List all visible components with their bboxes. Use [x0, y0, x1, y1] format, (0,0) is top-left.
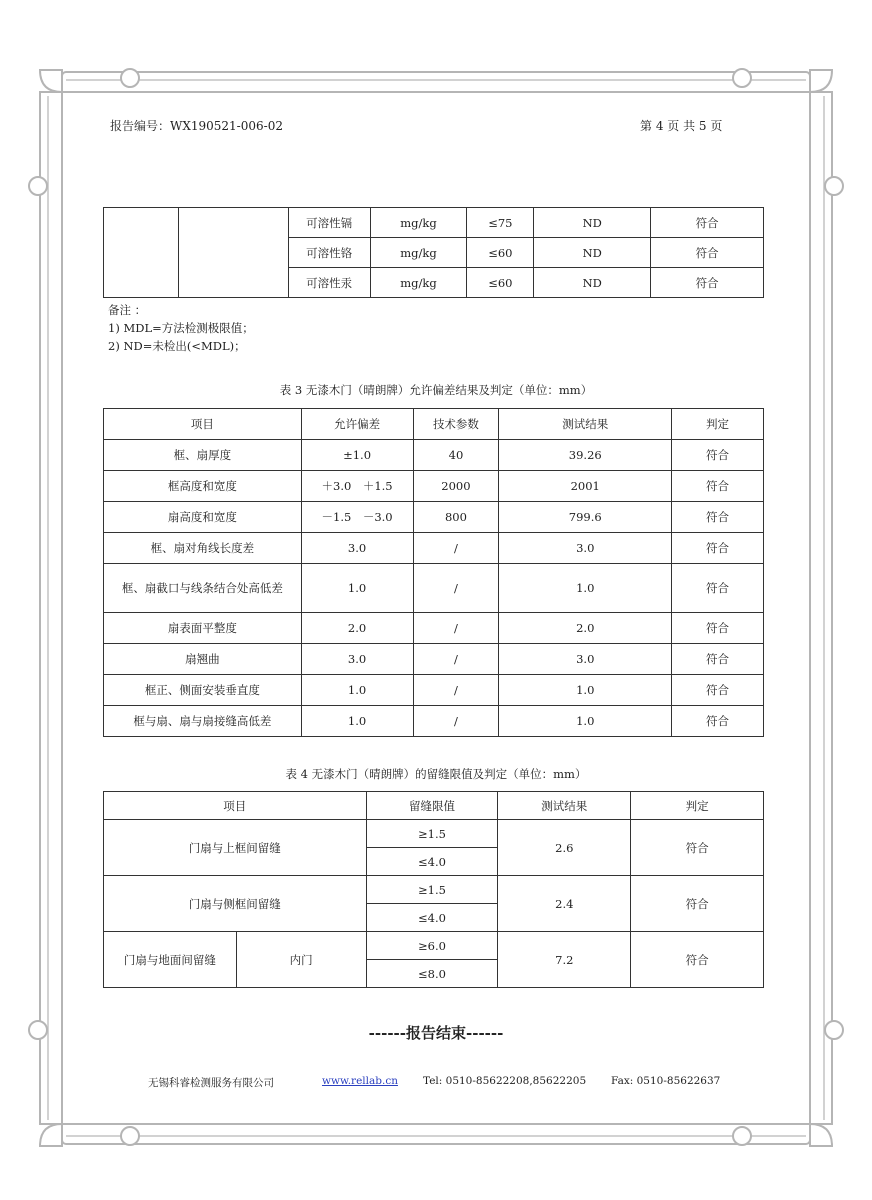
limit-cell: ≥1.5	[366, 820, 498, 848]
item-cell: 可溶性铬	[288, 238, 370, 268]
table-row	[104, 502, 764, 533]
tolerance-cell: 1.0	[301, 675, 413, 706]
judge-cell: 符合	[672, 613, 764, 644]
result-cell: 2001	[499, 471, 672, 502]
result-cell: 2.6	[498, 820, 631, 876]
limit-cell: ≤60	[467, 238, 534, 268]
tolerance-cell: ±1.0	[301, 440, 413, 471]
column-header: 留缝限值	[366, 792, 498, 820]
parameter-cell: /	[413, 644, 499, 675]
parameter-cell: /	[413, 564, 499, 613]
judge-cell: 符合	[672, 564, 764, 613]
item-cell: 门扇与地面间留缝	[104, 932, 237, 988]
column-header: 允许偏差	[301, 409, 413, 440]
result-cell: ND	[534, 238, 651, 268]
item-cell: 门扇与上框间留缝	[104, 820, 367, 876]
result-cell: ND	[534, 268, 651, 298]
table-row	[104, 440, 764, 471]
parameter-cell: 40	[413, 440, 499, 471]
tolerance-cell: 1.0	[301, 564, 413, 613]
footer-tel: Tel: 0510-85622208,85622205	[423, 1075, 587, 1087]
item-cell: 框、扇截口与线条结合处高低差	[104, 564, 302, 613]
table-row	[104, 533, 764, 564]
limit-cell: ≥6.0	[366, 932, 498, 960]
item-cell: 可溶性镉	[288, 208, 370, 238]
result-cell: 2.0	[499, 613, 672, 644]
table-row	[104, 208, 764, 238]
parameter-cell: /	[413, 613, 499, 644]
result-cell: 1.0	[499, 706, 672, 737]
tolerance-cell: 2.0	[301, 613, 413, 644]
judge-cell: 符合	[631, 876, 764, 932]
item-cell: 框与扇、扇与扇接缝高低差	[104, 706, 302, 737]
judge-cell: 符合	[672, 471, 764, 502]
judge-cell: 符合	[651, 208, 764, 238]
parameter-cell: /	[413, 533, 499, 564]
judge-cell: 符合	[672, 675, 764, 706]
column-header: 项目	[104, 792, 367, 820]
judge-cell: 符合	[631, 932, 764, 988]
item-cell: 扇翘曲	[104, 644, 302, 675]
limit-cell: ≤8.0	[366, 960, 498, 988]
report-end-marker: ------报告结束------	[368, 1024, 504, 1042]
deviation-table	[103, 408, 764, 737]
item-cell: 框、扇厚度	[104, 440, 302, 471]
unit-cell: mg/kg	[370, 208, 467, 238]
table-row	[104, 932, 764, 960]
tolerance-cell: －1.5 －3.0	[301, 502, 413, 533]
blank-cell	[104, 208, 179, 298]
item-cell: 可溶性汞	[288, 268, 370, 298]
footer-fax: Fax: 0510-85622637	[611, 1075, 721, 1087]
result-cell: 39.26	[499, 440, 672, 471]
unit-cell: mg/kg	[370, 268, 467, 298]
tolerance-cell: 3.0	[301, 644, 413, 675]
tolerance-cell: 3.0	[301, 533, 413, 564]
blank-cell	[178, 208, 288, 298]
judge-cell: 符合	[651, 238, 764, 268]
judge-cell: 符合	[672, 706, 764, 737]
table-row	[104, 820, 764, 848]
notes-line: 2) ND=未检出(<MDL)；	[108, 339, 246, 353]
report-number: 报告编号：WX190521-006-02	[110, 119, 283, 133]
notes-title: 备注 ：	[108, 303, 147, 317]
table-row	[104, 471, 764, 502]
notes-line: 1) MDL=方法检测极限值；	[108, 321, 254, 335]
parameter-cell: /	[413, 675, 499, 706]
page-indicator: 第 4 页 共 5 页	[640, 119, 723, 133]
tolerance-cell: 1.0	[301, 706, 413, 737]
result-cell: 2.4	[498, 876, 631, 932]
limit-cell: ≤4.0	[366, 848, 498, 876]
tolerance-cell: ＋3.0 ＋1.5	[301, 471, 413, 502]
judge-cell: 符合	[631, 820, 764, 876]
unit-cell: mg/kg	[370, 238, 467, 268]
item-cell: 框、扇对角线长度差	[104, 533, 302, 564]
item-cell: 框正、侧面安装垂直度	[104, 675, 302, 706]
notes	[108, 301, 254, 355]
column-header: 判定	[631, 792, 764, 820]
result-cell: 7.2	[498, 932, 631, 988]
table-header-row	[104, 409, 764, 440]
result-cell: 1.0	[499, 564, 672, 613]
table-row	[104, 613, 764, 644]
table-row	[104, 876, 764, 904]
parameter-cell: /	[413, 706, 499, 737]
column-header: 测试结果	[499, 409, 672, 440]
limit-cell: ≤75	[467, 208, 534, 238]
table-row	[104, 644, 764, 675]
footer-company: 无锡科睿检测服务有限公司	[148, 1077, 274, 1089]
table4-caption: 表 4 无漆木门（晴朗牌）的留缝限值及判定（单位：mm）	[285, 767, 587, 781]
result-cell: ND	[534, 208, 651, 238]
result-cell: 1.0	[499, 675, 672, 706]
judge-cell: 符合	[672, 533, 764, 564]
footer-website-link[interactable]: www.rellab.cn	[322, 1075, 398, 1087]
judge-cell: 符合	[672, 644, 764, 675]
item-cell: 门扇与侧框间留缝	[104, 876, 367, 932]
limit-cell: ≤4.0	[366, 904, 498, 932]
judge-cell: 符合	[651, 268, 764, 298]
parameter-cell: 2000	[413, 471, 499, 502]
column-header: 项目	[104, 409, 302, 440]
table-row	[104, 706, 764, 737]
column-header: 判定	[672, 409, 764, 440]
judge-cell: 符合	[672, 440, 764, 471]
result-cell: 3.0	[499, 533, 672, 564]
result-cell: 3.0	[499, 644, 672, 675]
table3-caption: 表 3 无漆木门（晴朗牌）允许偏差结果及判定（单位：mm）	[279, 383, 593, 397]
column-header: 测试结果	[498, 792, 631, 820]
heavy-metal-table	[103, 207, 764, 298]
result-cell: 799.6	[499, 502, 672, 533]
item-cell: 框高度和宽度	[104, 471, 302, 502]
gap-table	[103, 791, 764, 988]
sub-item-cell: 内门	[236, 932, 366, 988]
table-row	[104, 564, 764, 613]
item-cell: 扇高度和宽度	[104, 502, 302, 533]
column-header: 技术参数	[413, 409, 499, 440]
limit-cell: ≤60	[467, 268, 534, 298]
judge-cell: 符合	[672, 502, 764, 533]
item-cell: 扇表面平整度	[104, 613, 302, 644]
parameter-cell: 800	[413, 502, 499, 533]
limit-cell: ≥1.5	[366, 876, 498, 904]
table-header-row	[104, 792, 764, 820]
table-row	[104, 675, 764, 706]
